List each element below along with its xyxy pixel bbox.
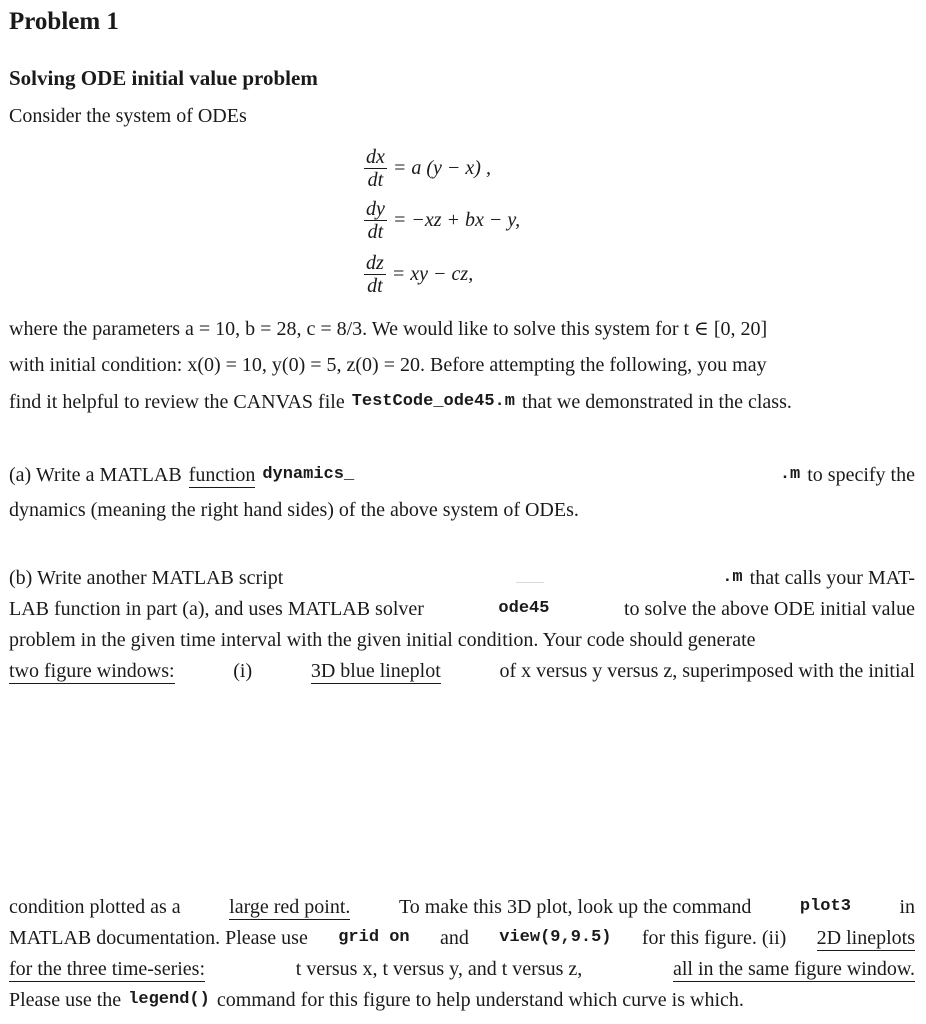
part-b-right — [722, 566, 915, 590]
text: command for this figure to help understand which curve is which. — [216, 989, 744, 1011]
equation-dx — [364, 144, 491, 192]
text: to solve the above ODE initial value — [623, 598, 915, 620]
text: (i) — [233, 660, 253, 682]
code-extension: .m — [722, 568, 743, 587]
text: dynamics (meaning the right hand sides) of the above system of ODEs. — [9, 499, 579, 521]
problem-title: Problem 1 — [9, 8, 119, 35]
part-b-line2 — [9, 597, 915, 621]
text: t versus x, t versus y, and t versus z, — [295, 958, 583, 980]
text: find it helpful to review the CANVAS file — [9, 391, 345, 413]
code-function-name: dynamics_ — [262, 465, 355, 484]
part-b-cont-line1 — [9, 895, 915, 920]
underlined-text: for the three time-series: — [9, 958, 206, 980]
underlined-text: all in the same figure window. — [673, 958, 915, 980]
equation-rhs: = xy − cz, — [391, 263, 474, 285]
erased-mark — [516, 582, 544, 583]
part-b-line4 — [9, 659, 915, 684]
code-ode45: ode45 — [498, 599, 550, 618]
fraction-dx-dt — [364, 146, 387, 191]
code-extension: .m — [779, 465, 801, 484]
equation-dy — [364, 196, 520, 244]
part-b-line1 — [9, 566, 915, 590]
text: of x versus y versus z, superimposed with the initial — [499, 660, 915, 682]
equation-rhs: = a (y − x) , — [392, 157, 491, 179]
fraction-dz-dt — [364, 252, 386, 297]
denominator: dt — [367, 220, 384, 243]
text: for this figure. (ii) — [641, 927, 787, 949]
underlined-text: 2D lineplots — [816, 927, 915, 949]
text: to specify the — [807, 464, 915, 486]
text: condition plotted as a — [9, 896, 181, 918]
text: (a) Write a MATLAB — [9, 464, 182, 486]
text: and — [440, 927, 469, 949]
text: Please use the — [9, 989, 122, 1011]
numerator: dx — [366, 145, 385, 168]
part-b-cont-line3 — [9, 957, 915, 982]
text: (b) Write another MATLAB script — [9, 567, 284, 589]
numerator: dz — [366, 251, 384, 274]
paragraph1-line3 — [9, 390, 915, 414]
fraction-dy-dt — [364, 198, 387, 243]
denominator: dt — [367, 274, 383, 297]
part-b-cont-line4 — [9, 988, 915, 1012]
part-a-line1 — [9, 463, 915, 488]
numerator: dy — [366, 197, 385, 220]
text: problem in the given time interval with the given initial condition. Your code should generate — [9, 629, 756, 651]
paragraph1-line1 — [9, 317, 915, 341]
underlined-text: 3D blue lineplot — [310, 660, 441, 682]
equation-rhs: = −xz + bx − y, — [392, 209, 521, 231]
code-legend: legend() — [128, 990, 210, 1009]
code-filename: TestCode_ode45.m — [351, 392, 515, 411]
part-a-line2 — [9, 498, 915, 522]
denominator: dt — [367, 168, 384, 191]
code-plot3: plot3 — [799, 897, 851, 916]
intro-text — [9, 104, 915, 128]
underlined-text: two figure windows: — [9, 660, 175, 682]
text: To make this 3D plot, look up the command — [398, 896, 752, 918]
text: in — [899, 896, 915, 918]
underlined-text: function — [188, 464, 256, 486]
paragraph1-line2 — [9, 353, 915, 377]
text: that we demonstrated in the class. — [521, 391, 792, 413]
code-view: view(9,9.5) — [499, 928, 612, 947]
text: LAB function in part (a), and uses MATLAB solver — [9, 598, 424, 620]
part-a-left — [9, 463, 354, 488]
part-a-right — [780, 463, 915, 488]
code-grid-on: grid on — [338, 928, 410, 947]
part-b-line3 — [9, 628, 915, 652]
text: where the parameters a = 10, b = 28, c = 8/3. We would like to solve this system for t ∈ [0, 20] — [9, 318, 768, 340]
section-title: Solving ODE initial value problem — [9, 66, 318, 90]
underlined-text: large red point. — [229, 896, 351, 918]
text: that calls your MAT- — [749, 567, 915, 589]
text: with initial condition: x(0) = 10, y(0) = 5, z(0) = 20. Before attempting the following, you may — [9, 354, 767, 376]
equation-dz — [364, 250, 473, 298]
text: MATLAB documentation. Please use — [9, 927, 308, 949]
part-b-cont-line2 — [9, 926, 915, 951]
intro-sentence: Consider the system of ODEs — [9, 105, 247, 127]
